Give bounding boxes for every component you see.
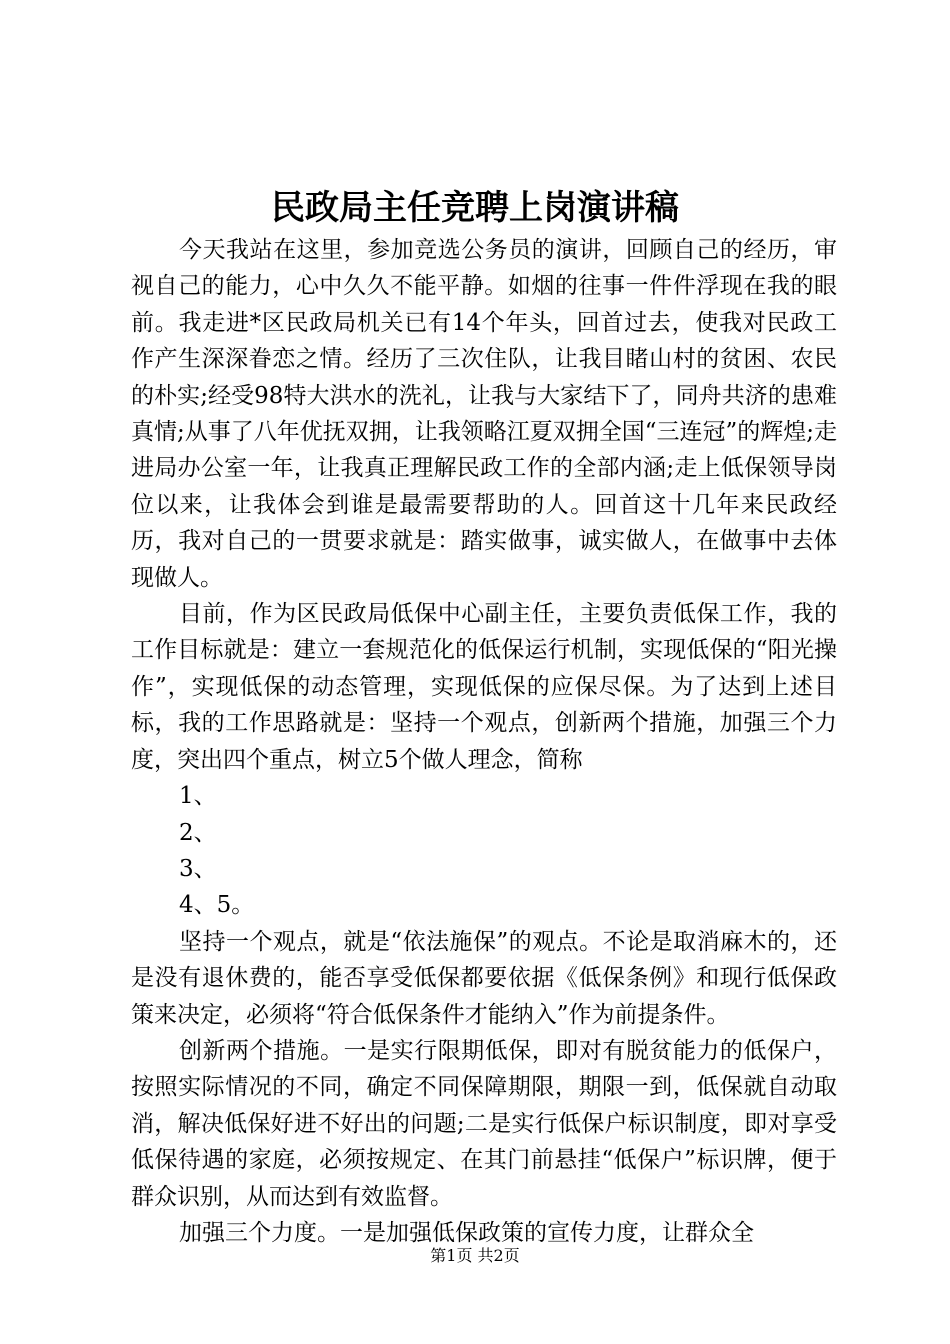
paragraph: 今天我站在这里，参加竞选公务员的演讲，回顾自己的经历，审视自己的能力，心中久久不能平静。如烟的往事一件件浮现在我的眼前。我走进*区民政局机关已有14个年头，回首过去，使我对民政工作产生深深眷恋之情。经历了三次住队，让我目睹山村的贫困、农民的朴实;经受98特大洪水的洗礼，让我与大家结下了，同舟共济的患难真情;从事了八年优抚双拥，让我领略江夏双拥全国“三连冠”的辉煌;走进局办公室一年，让我真正理解民政工作的全部内涵;走上低保领导岗位以来，让我体会到谁是最需要帮助的人。回首这十几年来民政经历，我对自己的一贯要求就是：踏实做事，诚实做人，在做事中去体现做人。 [131, 237, 838, 591]
document-body [131, 232, 837, 1251]
list-item: 3、 [179, 855, 217, 882]
list-item: 1、 [179, 783, 217, 810]
document-title: 民政局主任竞聘上岗演讲稿 [271, 188, 679, 228]
list-item: 2、 [179, 819, 217, 846]
paragraph: 创新两个措施。一是实行限期低保，即对有脱贫能力的低保户，按照实际情况的不同，确定不同保障期限，期限一到，低保就自动取消，解决低保好进不好出的问题;二是实行低保户标识制度，即对享受低保待遇的家庭，必须按规定、在其门前悬挂“低保户”标识牌，便于群众识别，从而达到有效监督。 [131, 1037, 837, 1210]
paragraph: 坚持一个观点，就是“依法施保”的观点。不论是取消麻木的，还是没有退休费的，能否享受低保都要依据《低保条例》和现行低保政策来决定，必须将“符合低保条件才能纳入”作为前提条件。 [131, 928, 837, 1028]
paragraph: 加强三个力度。一是加强低保政策的宣传力度，让群众全 [179, 1219, 754, 1246]
paragraph: 目前，作为区民政局低保中心副主任，主要负责低保工作，我的工作目标就是：建立一套规范化的低保运行机制，实现低保的“阳光操作”，实现低保的动态管理，实现低保的应保尽保。为了达到上述目标，我的工作思路就是：坚持一个观点，创新两个措施，加强三个力度，突出四个重点，树立5个做人理念，简称 [131, 601, 837, 773]
list-item: 4、5。 [179, 892, 255, 919]
page-footer: 第1页 共2页 [430, 1246, 520, 1265]
